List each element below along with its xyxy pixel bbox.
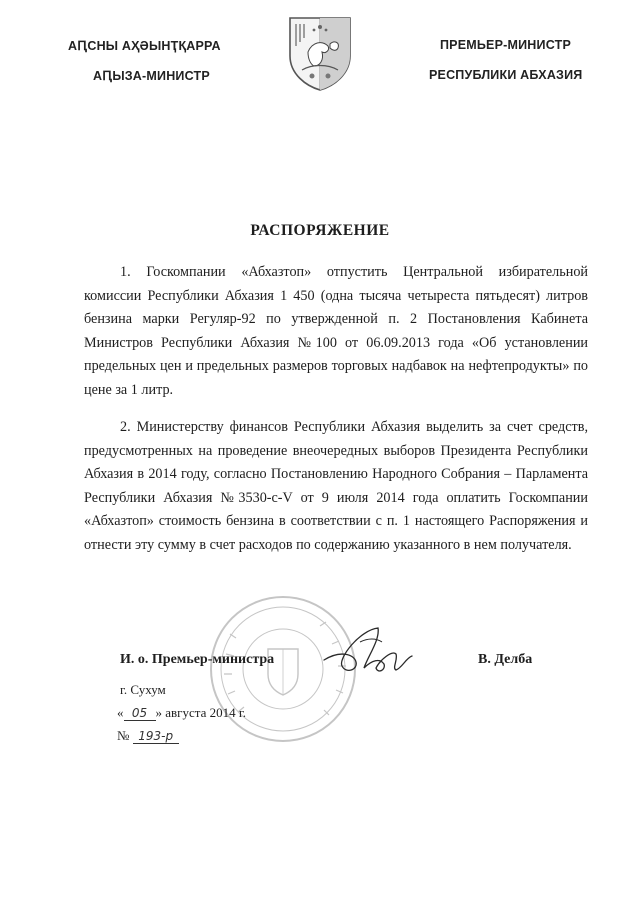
header-left-line2: АԤЫЗА-МИНИСТР (93, 69, 210, 83)
paragraph-2: 2. Министерству финансов Республики Абхазия выделить за счет средств, предусмотренных на проведение внеочередных выборов Президента Республики Абхазия в 2014 году, согласно Постановлению Народного Собрания – Парламента Республики Абхазия №3530-с-V от 9 июля 2014 года оплатить Госкомпании «Абхазтоп» стоимость бензина в соответствии с п. 1 настоящего Распоряжения и отнести эту сумму в счет расходов по содержанию указанного в нем получателя. (84, 419, 588, 553)
date-rest: » августа 2014 г. (155, 705, 246, 720)
number-handwritten: 193-р (133, 729, 179, 744)
date-quote-open: « (117, 705, 124, 720)
paragraph-1: 1. Госкомпании «Абхазтоп» отпустить Центральной избирательной комиссии Республики Абхазия 1 450 (одна тысяча четыреста пятьдесят) литров бензина марки Регуляр-92 по утвержденной п. 2 Постановления Кабинета Министров Республики Абхазия №100 от 06.09.2013 года «Об установлении предельных цен и предельных размеров торговых надбавок на нефтепродукты» по цене за 1 литр. (84, 264, 588, 398)
coat-of-arms-icon (286, 16, 354, 92)
date-day-handwritten: 05 (124, 706, 156, 721)
document-title: РАСПОРЯЖЕНИЕ (250, 222, 390, 239)
signatory-position: И. о. Премьер-министра (120, 652, 275, 667)
document-date (117, 705, 246, 721)
signatory-name: В. Делба (478, 652, 533, 667)
header-left-line1: АԤСНЫ АҲӘЫНҬҚАРРА (68, 39, 221, 53)
city: г. Сухум (120, 682, 166, 697)
number-prefix: № (117, 728, 130, 743)
document-number (117, 728, 179, 744)
header-right-line2: РЕСПУБЛИКИ АБХАЗИЯ (429, 68, 583, 82)
handwritten-signature-icon (320, 620, 430, 680)
header-right-line1: ПРЕМЬЕР-МИНИСТР (440, 38, 571, 52)
